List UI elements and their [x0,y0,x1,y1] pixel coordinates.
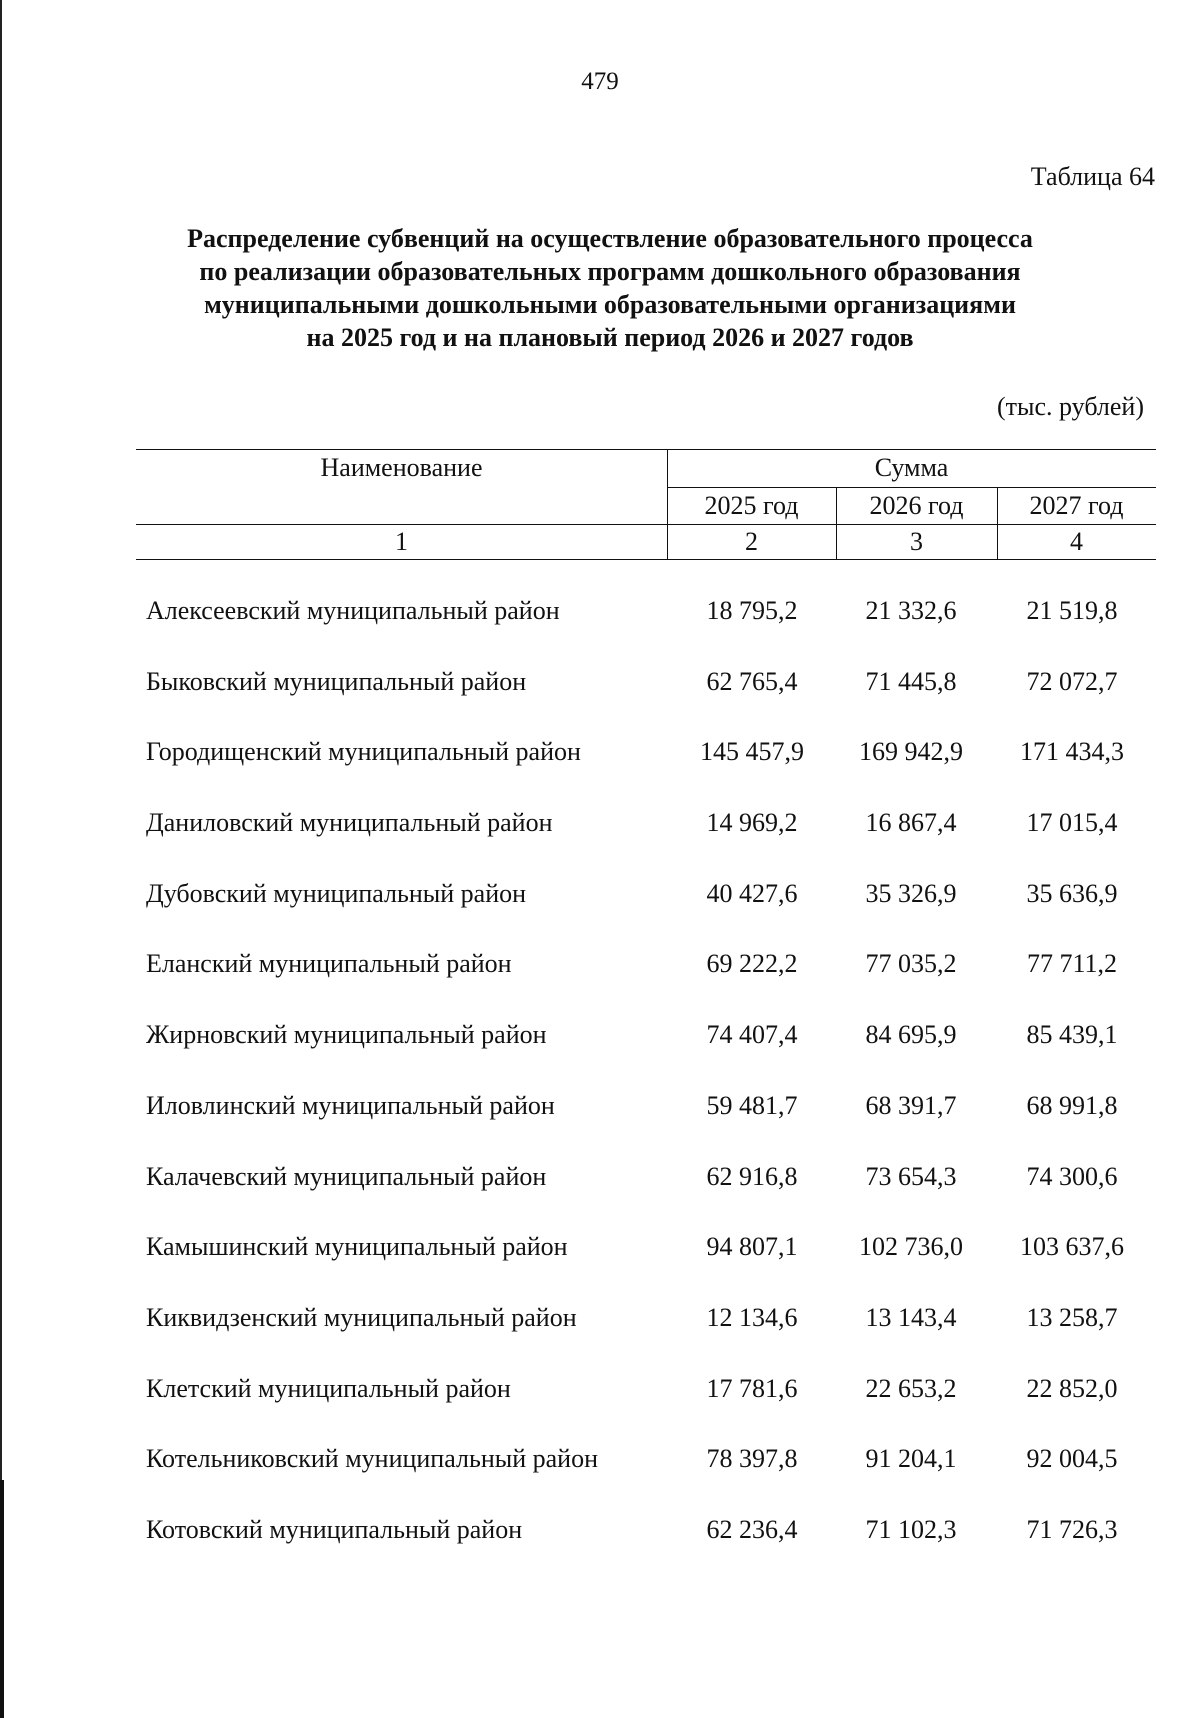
table-row [136,721,1156,792]
table-row [136,1146,1156,1217]
table-row [136,1358,1156,1429]
header-year-2025: 2025 год [704,491,799,520]
table-row [136,1004,1156,1075]
amount-2025: 18 795,2 [706,596,798,625]
amount-2027: 103 637,6 [1020,1232,1124,1262]
amount-2027: 85 439,1 [1026,1020,1118,1050]
district-name: Киквидзенский муниципальный район [146,1302,577,1332]
page-left-edge-shadow [0,1480,4,1718]
amount-2027: 74 300,6 [1026,1161,1118,1191]
district-name: Жирновский муниципальный район [146,1020,547,1050]
amount-2025: 62 765,4 [706,666,798,696]
amount-2026: 16 867,4 [865,808,957,838]
table-row [136,863,1156,934]
district-name: Еланский муниципальный район [146,949,512,979]
amount-2025: 62 916,8 [706,1161,798,1191]
amount-2025: 74 407,4 [706,1020,798,1050]
title-line: муниципальными дошкольными образовательными организациями [204,290,1016,319]
amount-2026: 169 942,9 [859,737,963,767]
header-sum: Сумма [874,453,949,482]
header-col-number-4: 4 [1070,527,1083,556]
amount-2026: 22 653,2 [865,1373,957,1403]
district-name: Алексеевский муниципальный район [146,596,560,625]
district-name: Камышинский муниципальный район [146,1232,568,1262]
header-top-rule [136,449,1156,450]
amount-2027: 13 258,7 [1026,1302,1118,1332]
amount-2025: 14 969,2 [706,808,798,838]
amount-2026: 84 695,9 [865,1020,957,1050]
amount-2026: 21 332,6 [865,596,957,625]
table-row [136,651,1156,722]
header-year-2027: 2027 год [1029,491,1124,520]
header-year-rule [136,524,1156,525]
amount-2027: 22 852,0 [1026,1373,1118,1403]
amount-2025: 40 427,6 [706,878,798,908]
title-line: Распределение субвенций на осуществление образовательного процесса [187,224,1033,253]
table-row [136,1428,1156,1499]
amount-2026: 71 102,3 [865,1514,957,1544]
title-line: на 2025 год и на плановый период 2026 и 2027 годов [306,323,914,352]
amount-2027: 72 072,7 [1026,666,1118,696]
amount-2026: 77 035,2 [865,949,957,979]
table-row [136,1075,1156,1146]
amount-2026: 13 143,4 [865,1302,957,1332]
amount-2026: 73 654,3 [865,1161,957,1191]
district-name: Дубовский муниципальный район [146,878,527,908]
amount-2027: 35 636,9 [1026,878,1118,908]
amount-2025: 78 397,8 [706,1444,798,1474]
table-row [136,933,1156,1004]
amount-2025: 17 781,6 [706,1373,798,1403]
district-name: Городищенский муниципальный район [146,737,581,767]
page-left-edge [0,0,2,1718]
amount-2027: 71 726,3 [1026,1514,1118,1544]
page-number: 479 [581,68,619,95]
amount-2027: 17 015,4 [1026,808,1118,838]
header-name: Наименование [320,453,483,482]
amount-2026: 91 204,1 [865,1444,957,1474]
amount-2026: 102 736,0 [859,1232,963,1262]
district-name: Котовский муниципальный район [146,1514,523,1544]
table-header [136,449,1156,560]
title-line: по реализации образовательных программ дошкольного образования [199,257,1021,286]
header-col-number-3: 3 [910,527,923,556]
header-year-2026: 2026 год [869,491,964,520]
table-row [136,792,1156,863]
units-label: (тыс. рублей) [996,392,1144,421]
amount-2025: 94 807,1 [706,1232,798,1262]
amount-2027: 68 991,8 [1026,1090,1118,1120]
table-row [136,1499,1156,1570]
amount-2027: 171 434,3 [1020,737,1124,767]
district-name: Котельниковский муниципальный район [146,1444,598,1474]
amount-2027: 92 004,5 [1026,1444,1118,1474]
table-row [136,1216,1156,1287]
table-reference: Таблица 64 [1030,162,1155,191]
header-bottom-rule [136,559,1156,560]
amount-2027: 77 711,2 [1026,949,1118,979]
header-sum-rule [667,487,1156,488]
district-name: Быковский муниципальный район [146,666,527,696]
amount-2025: 12 134,6 [706,1302,798,1332]
table-row [136,1287,1156,1358]
amount-2025: 145 457,9 [700,737,804,767]
table-row [136,580,1156,651]
header-col-number-2: 2 [745,527,758,556]
amount-2026: 35 326,9 [865,878,957,908]
amount-2025: 69 222,2 [706,949,798,979]
district-name: Даниловский муниципальный район [146,808,553,838]
amount-2026: 71 445,8 [865,666,957,696]
document-title [150,222,1070,354]
amount-2027: 21 519,8 [1026,596,1118,625]
district-name: Калачевский муниципальный район [146,1161,547,1191]
amount-2026: 68 391,7 [865,1090,957,1120]
table-body [136,580,1156,1570]
district-name: Иловлинский муниципальный район [146,1090,555,1120]
amount-2025: 59 481,7 [706,1090,798,1120]
amount-2025: 62 236,4 [706,1514,798,1544]
header-col-number-1: 1 [395,527,408,556]
district-name: Клетский муниципальный район [146,1373,511,1403]
